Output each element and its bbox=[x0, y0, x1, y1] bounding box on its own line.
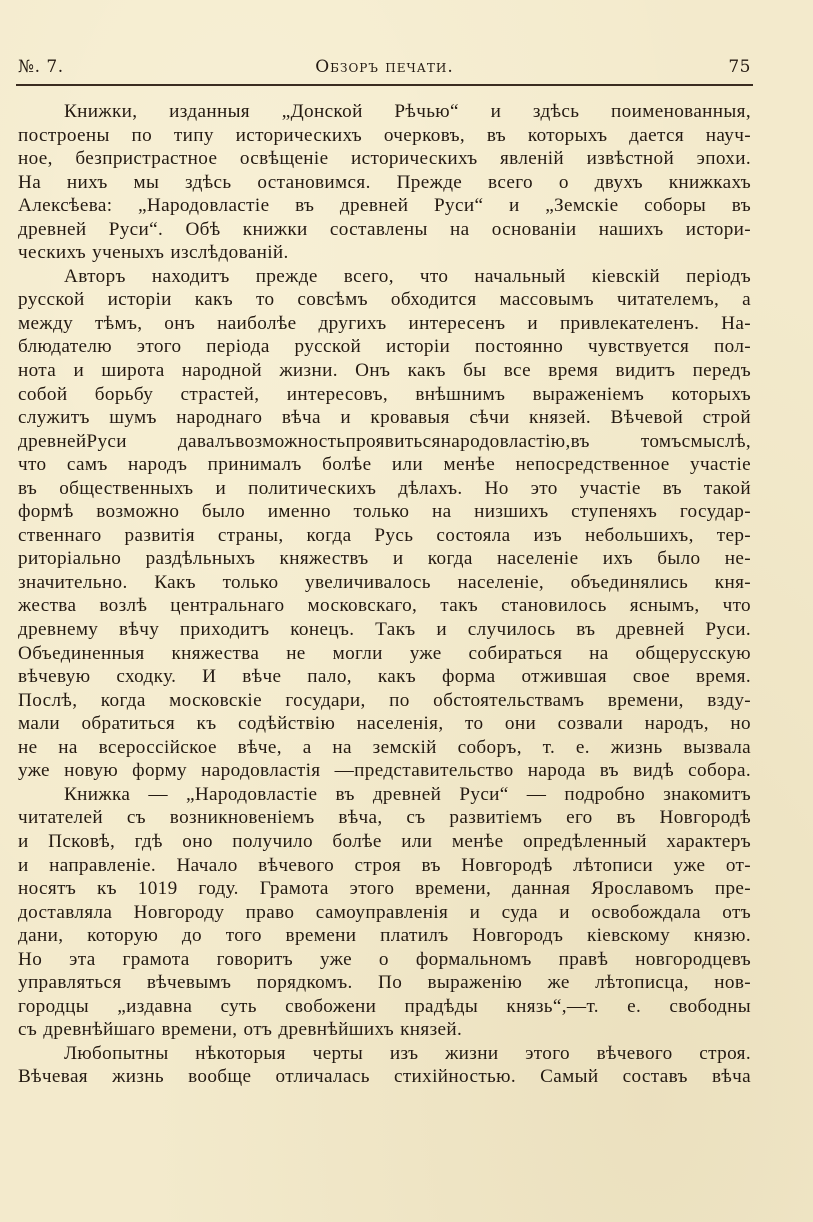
text-line: На нихъ мы здѣсь остановимся. Прежде всего о двухъ книжкахъ bbox=[18, 171, 751, 193]
header-rule bbox=[16, 84, 753, 86]
text-line: ное, безпристрастное освѣщеніе историческихъ явленій извѣстной эпохи. bbox=[18, 148, 751, 170]
section-title: Обзоръ печати. bbox=[315, 57, 454, 77]
text-line: мали обратиться къ содѣйствію населенія, то они созвали народъ, но bbox=[18, 713, 751, 735]
text-line: уже новую форму народовластія —представительство народа въ видѣ собора. bbox=[18, 760, 751, 782]
text-line: Любопытны нѣкоторыя черты изъ жизни этого вѣчевого строя. bbox=[64, 1042, 751, 1064]
text-line: между тѣмъ, онъ наиболѣе другихъ интересенъ и привлекателенъ. На- bbox=[18, 312, 751, 334]
text-line: русской исторіи какъ то совсѣмъ обходится массовымъ читателемъ, а bbox=[18, 289, 751, 311]
text-line: Объединенныя княжества не могли уже собираться на общерусскую bbox=[18, 642, 751, 664]
text-line: ственнаго развитія страны, когда Русь состояла изъ небольшихъ, тер- bbox=[18, 524, 751, 546]
running-header bbox=[18, 57, 751, 83]
text-line: съ древнѣйшаго времени, отъ древнѣйшихъ князей. bbox=[18, 1019, 463, 1041]
text-line: древнему вѣчу приходитъ конецъ. Такъ и случилось въ древней Руси. bbox=[18, 619, 751, 641]
text-line: въ общественныхъ и политическихъ дѣлахъ. Но это участіе въ такой bbox=[18, 477, 751, 499]
text-line: риторіально раздѣльныхъ княжествъ и когда населеніе ихъ было не- bbox=[18, 548, 751, 570]
text-line: нота и широта народной жизни. Онъ какъ бы все время видитъ передъ bbox=[18, 360, 751, 382]
text-line: Послѣ, когда московскіе государи, по обстоятельствамъ времени, взду- bbox=[18, 689, 751, 711]
article-body bbox=[18, 100, 751, 1089]
text-line: не на всероссійское вѣче, а на земскій соборъ, т. е. жизнь вызвала bbox=[18, 736, 751, 758]
text-line: дани, которую до того времени платилъ Новгородъ кіевскому князю. bbox=[18, 925, 751, 947]
issue-number: №. 7. bbox=[18, 57, 64, 77]
text-line: блюдателю этого періода русской исторіи постоянно чувствуется пол- bbox=[18, 336, 751, 358]
text-line: собой борьбу страстей, интересовъ, внѣшнимъ выраженіемъ которыхъ bbox=[18, 383, 751, 405]
text-line: служитъ шумъ народнаго вѣча и кровавыя сѣчи князей. Вѣчевой строй bbox=[18, 407, 751, 429]
text-line: носятъ къ 1019 году. Грамота этого времени, данная Ярославомъ пре- bbox=[18, 878, 751, 900]
text-line: городцы „издавна суть свобожени прадѣды князь“,—т. е. свободны bbox=[18, 995, 751, 1017]
page-number: 75 bbox=[728, 57, 751, 77]
text-line: значительно. Какъ только увеличивалось населеніе, объединялись кня- bbox=[18, 571, 751, 593]
text-line: Но эта грамота говоритъ уже о формальномъ правѣ новгородцевъ bbox=[18, 948, 751, 970]
text-line: построены по типу историческихъ очерковъ, въ которыхъ дается науч- bbox=[18, 124, 751, 146]
text-line: ческихъ ученыхъ изслѣдованій. bbox=[18, 242, 289, 264]
text-line: Алексѣева: „Народовластіе въ древней Руси“ и „Земскіе соборы въ bbox=[18, 195, 751, 217]
text-line: формѣ возможно было именно только на низшихъ ступеняхъ государ- bbox=[18, 501, 751, 523]
text-line: Книжка — „Народовластіе въ древней Руси“ — подробно знакомитъ bbox=[64, 783, 751, 805]
text-line: читателей съ возникновеніемъ вѣча, съ развитіемъ его въ Новгородѣ bbox=[18, 807, 751, 829]
text-line: и Псковѣ, гдѣ оно получило болѣе или менѣе опредѣленный характеръ bbox=[18, 830, 751, 852]
text-line: доставляла Новгороду право самоуправленія и суда и освобождала отъ bbox=[18, 901, 751, 923]
text-line: древнейРуси давалъвозможностьпроявитьсянародовластію,въ томъсмыслѣ, bbox=[18, 430, 751, 452]
text-line: жества возлѣ центральнаго московскаго, такъ становилось яснымъ, что bbox=[18, 595, 751, 617]
text-line: Книжки, изданныя „Донской Рѣчью“ и здѣсь поименованныя, bbox=[64, 101, 751, 122]
text-line: Вѣчевая жизнь вообще отличалась стихійностью. Самый составъ вѣча bbox=[18, 1066, 751, 1088]
text-line: и направленіе. Начало вѣчевого строя въ Новгородѣ лѣтописи уже от- bbox=[18, 854, 751, 876]
text-line: вѣчевую сходку. И вѣче пало, какъ форма отжившая свое время. bbox=[18, 666, 751, 688]
text-line: древней Руси“. Обѣ книжки составлены на основаніи нашихъ истори- bbox=[18, 218, 751, 240]
text-line: Авторъ находитъ прежде всего, что начальный кіевскій періодъ bbox=[64, 265, 751, 287]
text-line: что самъ народъ принималъ болѣе или менѣе непосредственное участіе bbox=[18, 454, 751, 476]
text-line: управляться вѣчевымъ порядкомъ. По выраженію же лѣтописца, нов- bbox=[18, 972, 751, 994]
